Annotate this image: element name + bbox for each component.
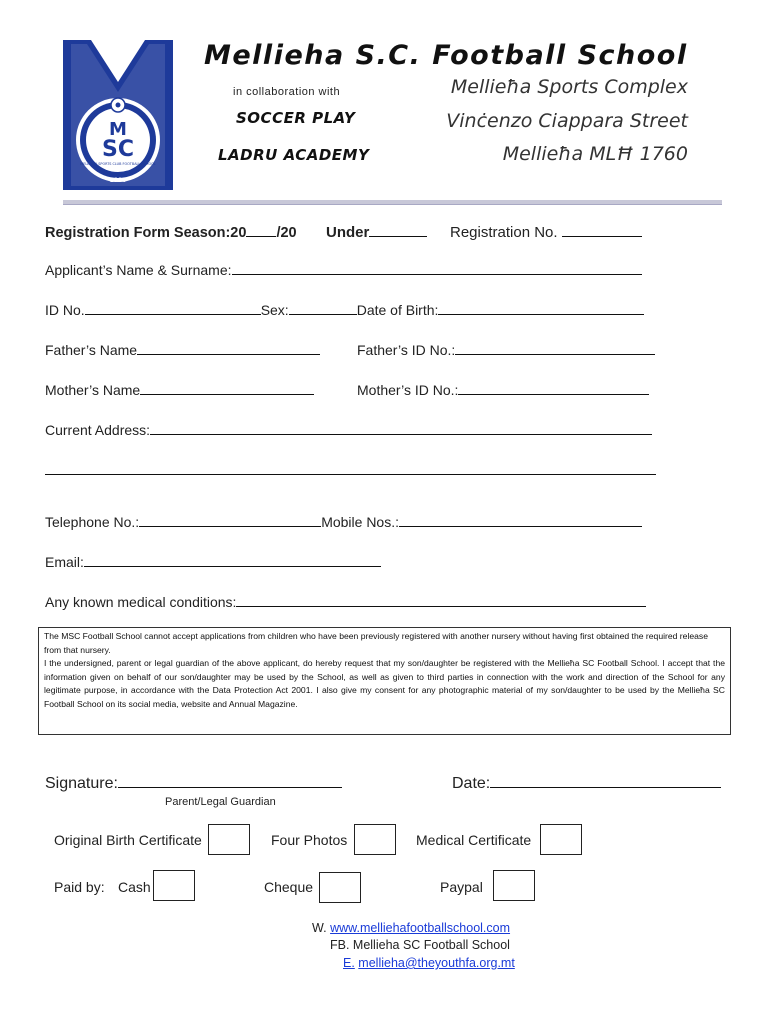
telephone-field[interactable] [139, 512, 321, 527]
mobile-label: Mobile Nos.: [321, 514, 399, 530]
cash-label: Cash [118, 879, 151, 895]
mother-name-label: Mother’s Name [45, 382, 141, 398]
logo-letter-m: M [109, 119, 127, 140]
father-name-field[interactable] [137, 340, 320, 355]
photos-checkbox[interactable] [354, 824, 396, 855]
email-label: Email: [45, 554, 84, 570]
father-name-label: Father’s Name [45, 342, 138, 358]
applicant-name-field[interactable] [232, 260, 642, 275]
season-separator: /20 [276, 225, 297, 241]
telephone-label: Telephone No.: [45, 514, 140, 530]
logo-year: 1990 [109, 177, 127, 184]
date-label: Date: [452, 775, 491, 792]
under-label: Under [326, 224, 370, 241]
medical-cert-checkbox[interactable] [540, 824, 582, 855]
under-field[interactable] [369, 222, 427, 237]
notice-nursery-text: The MSC Football School cannot accept applications from children who have been previously registered with another nursery without having first obtained the required release from that nursery. [44, 631, 708, 655]
cash-checkbox[interactable] [153, 870, 195, 901]
registration-no-field[interactable] [562, 222, 642, 237]
mother-id-label: Mother’s ID No.: [357, 382, 459, 398]
page-title: Mellieha S.C. Football School [204, 40, 688, 71]
mother-name-field[interactable] [140, 380, 314, 395]
medical-label: Any known medical conditions: [45, 594, 237, 610]
dob-label: Date of Birth: [356, 302, 439, 318]
mother-id-field[interactable] [458, 380, 649, 395]
club-logo [63, 40, 173, 190]
medical-field[interactable] [236, 592, 646, 607]
cheque-checkbox[interactable] [319, 872, 361, 903]
cheque-label: Cheque [264, 879, 314, 895]
partner-soccer-play-logo: SOCCER PLAY [236, 109, 356, 127]
photos-label: Four Photos [271, 832, 348, 848]
father-id-field[interactable] [455, 340, 655, 355]
address-line-2: Vinċenzo Ciappara Street [446, 110, 688, 132]
signature-label: Signature: [45, 775, 118, 792]
address-field-line-2[interactable] [45, 474, 656, 475]
logo-circle-text: MELLIEHA SPORTS CLUB FOOTBALL SCHOOL [80, 162, 156, 166]
address-line-1: Mellieħa Sports Complex [450, 76, 688, 98]
mobile-field[interactable] [399, 512, 642, 527]
signature-sub-label: Parent/Legal Guardian [165, 796, 276, 808]
address-line-3: Mellieħa MLĦ 1760 [502, 143, 688, 165]
email-field[interactable] [84, 552, 381, 567]
website-link[interactable]: www.melliehafootballschool.com [330, 921, 511, 935]
id-no-field[interactable] [85, 300, 261, 315]
signature-field[interactable] [118, 771, 342, 788]
id-no-label: ID No. [45, 302, 85, 318]
paypal-checkbox[interactable] [493, 870, 535, 901]
email-link[interactable]: mellieha@theyouthfa.org.mt [358, 956, 515, 970]
notice-consent-text: I the undersigned, parent or legal guardian of the above applicant, do hereby request that my son/daughter be registered with the Mellieħa SC Football School. I accept that the information given on behalf of our son/daughter may be used by the School, as well as given to third parties in connection with the work and direction of the School for any legitimate purpose, in accordance with the Data Protection Act 2001. I also give my consent for any photographic material of my son/daughter to be used by the Mellieħa SC Football School on its social media, website and Annual Magazine. [44, 658, 725, 709]
paypal-label: Paypal [440, 879, 483, 895]
collab-text: in collaboration with [233, 86, 341, 98]
web-prefix: W. [312, 921, 327, 935]
birth-cert-label: Original Birth Certificate [54, 832, 202, 848]
date-field[interactable] [490, 771, 721, 788]
address-field-line-1[interactable] [150, 420, 652, 435]
header-divider [63, 200, 722, 205]
address-label: Current Address: [45, 422, 151, 438]
sex-field[interactable] [289, 300, 357, 315]
facebook-text: FB. Mellieha SC Football School [330, 938, 510, 952]
partner-ladru-academy-logo: LADRU ACADEMY [218, 146, 370, 164]
season-start-field[interactable] [246, 222, 276, 237]
consent-notice [38, 627, 731, 735]
applicant-name-label: Applicant’s Name & Surname: [45, 262, 232, 278]
paid-by-label: Paid by: [54, 879, 105, 895]
logo-initials: SC [102, 137, 134, 162]
sex-label: Sex: [260, 302, 289, 318]
medical-cert-label: Medical Certificate [416, 832, 532, 848]
father-id-label: Father’s ID No.: [357, 342, 456, 358]
season-label: Registration Form Season:20 [45, 225, 247, 241]
birth-cert-checkbox[interactable] [208, 824, 250, 855]
email-prefix: E. [343, 956, 355, 970]
registration-no-label: Registration No. [450, 224, 558, 241]
dob-field[interactable] [438, 300, 644, 315]
